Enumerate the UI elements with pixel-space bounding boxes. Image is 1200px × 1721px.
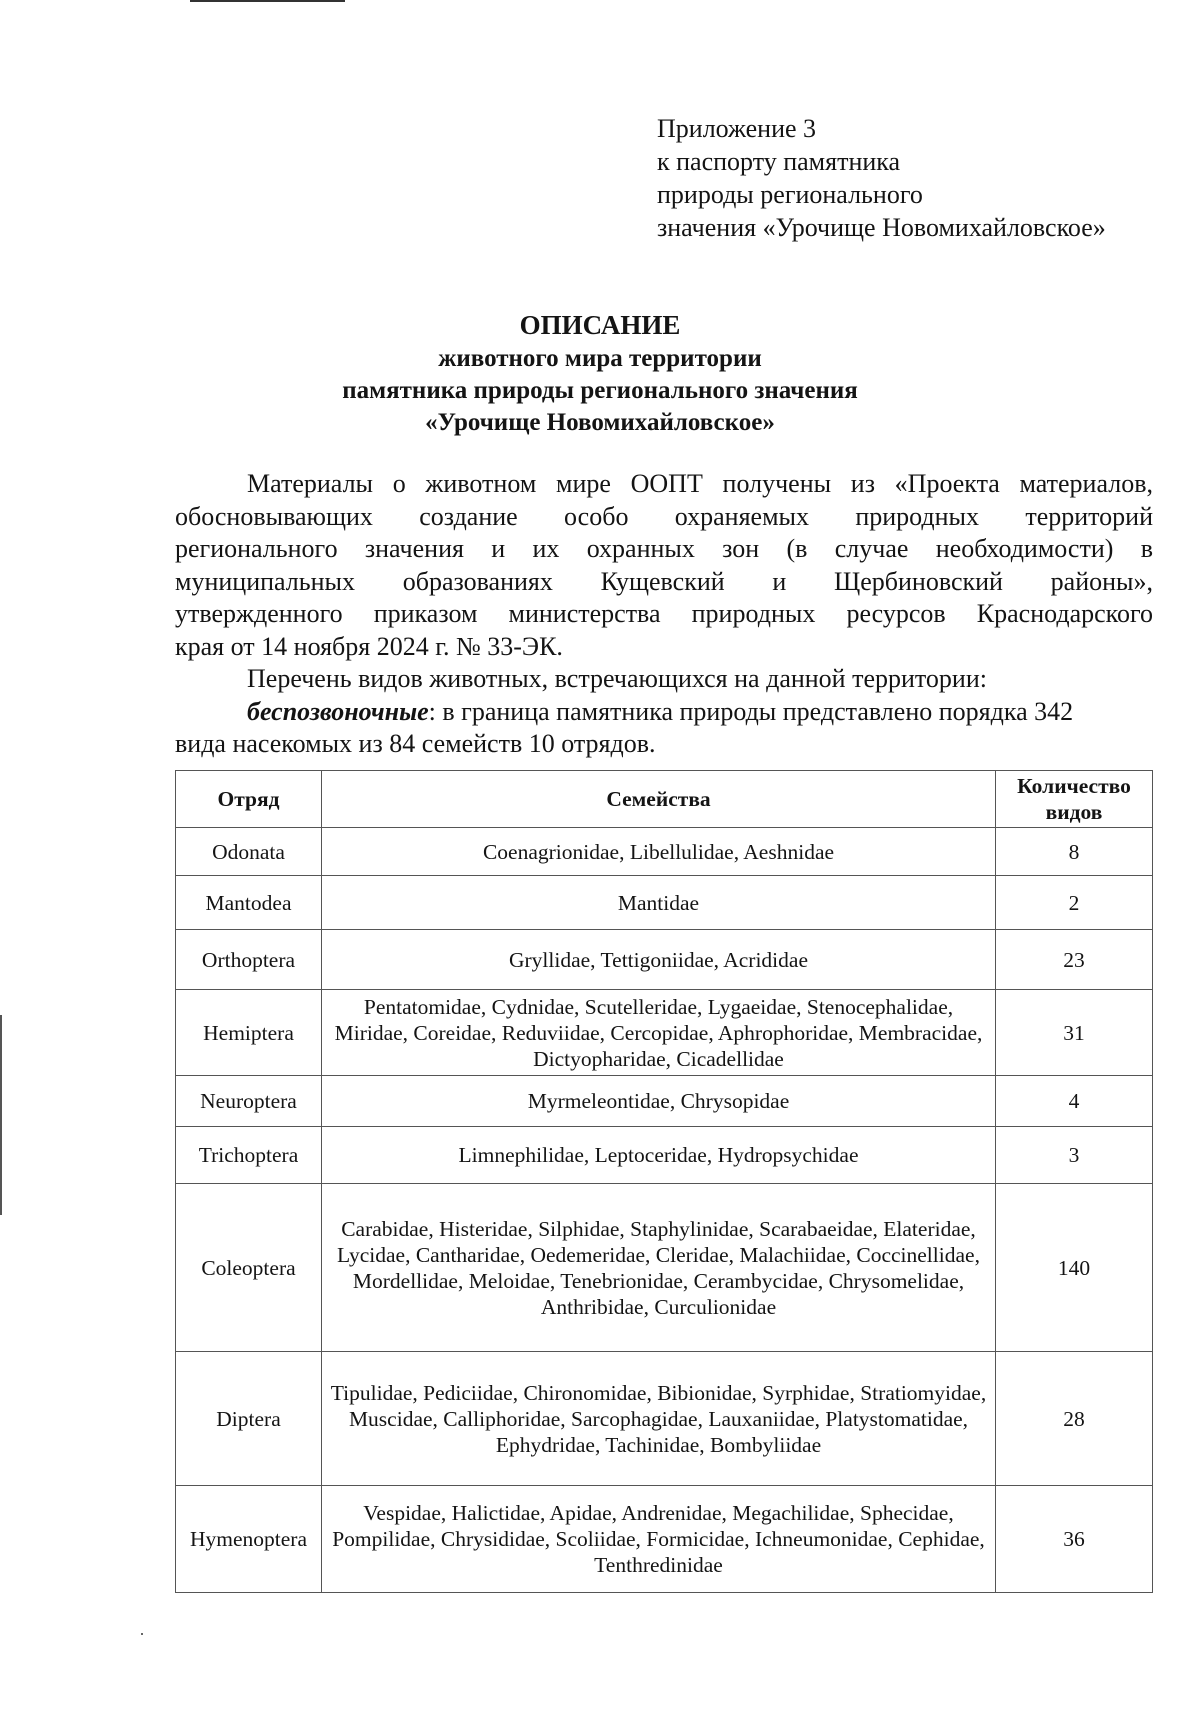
title-heading: ОПИСАНИЕ: [519, 310, 681, 340]
count-cell: 31: [996, 990, 1153, 1076]
families-cell: Tipulidae, Pediciidae, Chironomidae, Bibionidae, Syrphidae, Stratiomyidae, Muscidae, Calliphoridae, Sarcophagidae, Lauxaniidae, Platystomatidae, Ephydridae, Tachinidae, Bombyliidae: [322, 1352, 996, 1486]
invertebrates-line: [175, 696, 1153, 729]
order-cell: Diptera: [176, 1352, 322, 1486]
count-cell: 23: [996, 930, 1153, 990]
order-cell: Hemiptera: [176, 990, 322, 1076]
intro-line: муниципальных образованиях Кущевский и Щербиновский районы»,: [175, 566, 1153, 596]
intro-line: регионального значения и их охранных зон (в случае необходимости) в: [175, 534, 1153, 563]
count-cell: 8: [996, 828, 1153, 876]
intro-line: Материалы о животном мире ООПТ получены из «Проекта материалов,: [247, 469, 1153, 498]
body-text: [175, 468, 1153, 761]
table-row: [176, 930, 1153, 990]
table-row: [176, 1184, 1153, 1352]
families-cell: Pentatomidae, Cydnidae, Scutelleridae, Lygaeidae, Stenocephalidae, Miridae, Coreidae, Reduviidae, Cercopidae, Aphrophoridae, Membracidae, Dictyopharidae, Cicadellidae: [322, 990, 996, 1076]
order-cell: Hymenoptera: [176, 1486, 322, 1593]
title-subtitle-line: животного мира территории: [438, 345, 762, 372]
count-cell: 3: [996, 1127, 1153, 1184]
scan-artifact-left-edge: [0, 1015, 2, 1215]
scan-artifact-dot: [141, 1633, 143, 1635]
appendix-line: природы регионального: [657, 180, 923, 209]
table-row: [176, 1352, 1153, 1486]
table-row: [176, 990, 1153, 1076]
document-title: [0, 307, 1200, 439]
intro-line: края от 14 ноября 2024 г. № 33-ЭК.: [175, 631, 563, 661]
scan-artifact-top-line: [190, 0, 345, 2]
header-order: Отряд: [176, 771, 322, 828]
count-cell: 140: [996, 1184, 1153, 1352]
families-cell: Vespidae, Halictidae, Apidae, Andrenidae, Megachilidae, Sphecidae, Pompilidae, Chrysididae, Scoliidae, Formicidae, Ichneumonidae, Cephidae, Tenthredinidae: [322, 1486, 996, 1593]
intro-line: утвержденного приказом министерства природных ресурсов Краснодарского: [175, 599, 1153, 628]
count-cell: 4: [996, 1076, 1153, 1127]
invertebrates-text: : в граница памятника природы представлено порядка 342: [428, 696, 1074, 726]
table-row: [176, 1076, 1153, 1127]
title-subtitle-line: памятника природы регионального значения: [342, 377, 858, 404]
species-table: [175, 770, 1153, 1593]
count-cell: 2: [996, 876, 1153, 930]
table-row: [176, 1127, 1153, 1184]
appendix-line: к паспорту памятника: [657, 147, 901, 176]
order-cell: Odonata: [176, 828, 322, 876]
invertebrates-label: беспозвоночные: [247, 696, 429, 726]
intro-paragraph: [175, 468, 1153, 663]
order-cell: Neuroptera: [176, 1076, 322, 1127]
intro-line: обосновывающих создание особо охраняемых природных территорий: [175, 501, 1153, 531]
families-cell: Mantidae: [322, 876, 996, 930]
order-cell: Coleoptera: [176, 1184, 322, 1352]
table-header-row: [176, 771, 1153, 828]
invertebrates-text-continued: вида насекомых из 84 семейств 10 отрядов.: [175, 729, 656, 758]
table-row: [176, 828, 1153, 876]
families-cell: Myrmeleontidae, Chrysopidae: [322, 1076, 996, 1127]
families-cell: Coenagrionidae, Libellulidae, Aeshnidae: [322, 828, 996, 876]
families-cell: Gryllidae, Tettigoniidae, Acrididae: [322, 930, 996, 990]
families-cell: Limnephilidae, Leptoceridae, Hydropsychidae: [322, 1127, 996, 1184]
order-cell: Orthoptera: [176, 930, 322, 990]
appendix-header: [657, 112, 1106, 244]
order-cell: Mantodea: [176, 876, 322, 930]
order-cell: Trichoptera: [176, 1127, 322, 1184]
families-cell: Carabidae, Histeridae, Silphidae, Staphylinidae, Scarabaeidae, Elateridae, Lycidae, Cantharidae, Oedemeridae, Cleridae, Malachiidae, Coccinellidae, Mordellidae, Meloidae, Tenebrionidae, Cerambycidae, Chrysomelidae, Anthribidae, Curculionidae: [322, 1184, 996, 1352]
table-row: [176, 876, 1153, 930]
count-cell: 36: [996, 1486, 1153, 1593]
title-subtitle-line: «Урочище Новомихайловское»: [425, 409, 775, 436]
appendix-line: Приложение 3: [657, 114, 817, 143]
species-list-intro: Перечень видов животных, встречающихся на данной территории:: [247, 664, 987, 693]
table-row: [176, 1486, 1153, 1593]
header-species-count: Количество видов: [996, 771, 1153, 828]
appendix-line: значения «Урочище Новомихайловское»: [657, 213, 1106, 242]
count-cell: 28: [996, 1352, 1153, 1486]
header-families: Семейства: [322, 771, 996, 828]
